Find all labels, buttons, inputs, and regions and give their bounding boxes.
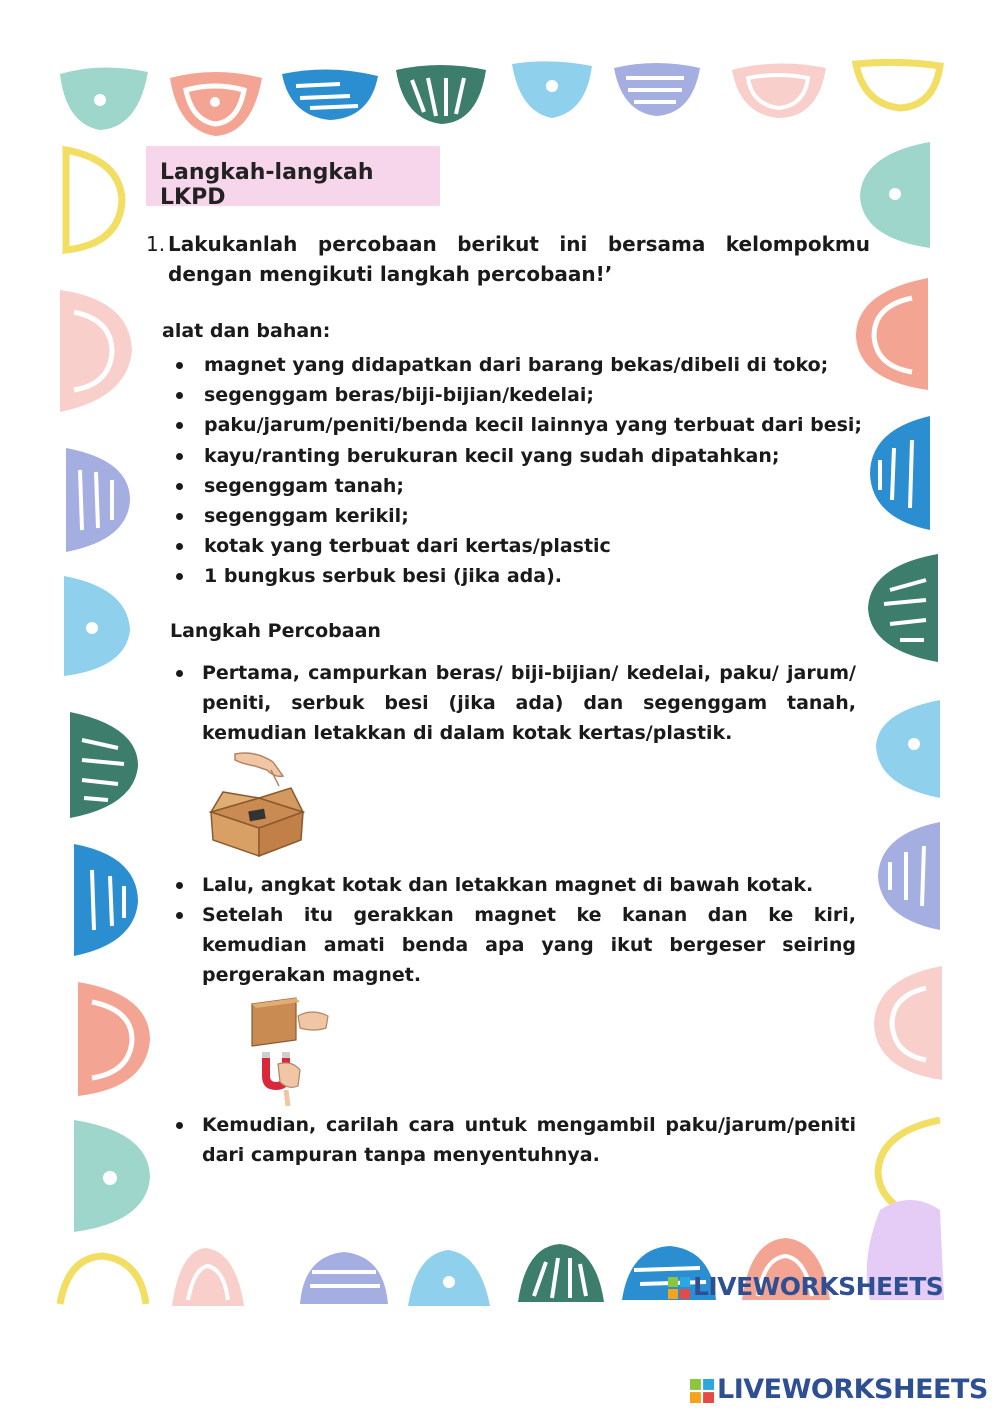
instruction-1	[146, 229, 870, 289]
instruction-number: 1.	[146, 232, 166, 256]
materials-list	[172, 350, 872, 592]
deco-shape-teal-right	[868, 554, 938, 662]
liveworksheets-logo-inner	[668, 1272, 943, 1301]
list-item: segenggam kerikil;	[172, 501, 872, 531]
deco-shape-yellow-left	[66, 150, 122, 250]
deco-shape-blush-bottom	[172, 1248, 244, 1306]
list-item: magnet yang didapatkan dari barang bekas/dibeli di toko;	[172, 350, 872, 380]
list-item: kotak yang terbuat dari kertas/plastic	[172, 531, 872, 561]
list-item: paku/jarum/peniti/benda kecil lainnya yang terbuat dari besi;	[172, 410, 872, 440]
deco-shape-lavender-bottom	[300, 1252, 388, 1304]
liveworksheets-logo-text: LIVEWORKSHEETS	[693, 1272, 944, 1301]
deco-shape-blush-right	[874, 966, 942, 1080]
liveworksheets-logo-icon	[690, 1379, 714, 1403]
deco-shape-blue-top	[282, 69, 378, 120]
instruction-text: Lakukanlah percobaan berikut ini bersama kelompokmu dengan mengikuti langkah percobaan!’	[168, 232, 870, 286]
list-item: 1 bungkus serbuk besi (jika ada).	[172, 561, 872, 591]
procedure-step-1: Pertama, campurkan beras/ biji-bijian/ kedelai, paku/ jarum/ peniti, serbuk besi (jika ada) dan segenggam tanah, kemudian letakkan di dalam kotak kertas/plastik.	[172, 658, 856, 748]
liveworksheets-logo-outer	[690, 1374, 988, 1405]
deco-shape-teal-top	[396, 65, 486, 124]
deco-shape-sky-right	[876, 700, 940, 798]
procedure-step-3: Setelah itu gerakkan magnet ke kanan dan ke kiri, kemudian amati benda apa yang ikut bergeser seiring pergerakan magnet.	[172, 900, 856, 990]
deco-shape-blush-left	[60, 290, 132, 412]
list-item: segenggam tanah;	[172, 471, 872, 501]
deco-shape-teal-bottom	[518, 1244, 604, 1302]
liveworksheets-logo-text: LIVEWORKSHEETS	[717, 1374, 988, 1405]
procedure-step-2: Lalu, angkat kotak dan letakkan magnet di bawah kotak.	[172, 870, 856, 900]
list-item: kayu/ranting berukuran kecil yang sudah dipatahkan;	[172, 441, 872, 471]
deco-shape-teal-left	[70, 712, 138, 818]
box-magnet-illustration	[248, 994, 332, 1108]
deco-shape-blue-left	[74, 844, 138, 956]
deco-shape-lavender-right	[878, 822, 940, 930]
liveworksheets-logo-icon	[668, 1277, 690, 1299]
deco-shape-yellow-top	[856, 62, 940, 108]
materials-label: alat dan bahan:	[162, 320, 331, 342]
title-box	[146, 146, 440, 210]
procedure-step-4: Kemudian, carilah cara untuk mengambil paku/jarum/peniti dari campuran tanpa menyentuhnya.	[172, 1110, 856, 1170]
deco-shape-salmon-left	[78, 982, 150, 1096]
procedure-label: Langkah Percobaan	[170, 620, 381, 642]
deco-shape-yellow-bottom	[60, 1256, 146, 1304]
page-title: Langkah-langkah LKPD	[160, 160, 374, 210]
list-item: segenggam beras/biji-bijian/kedelai;	[172, 380, 872, 410]
box-hand-illustration	[205, 748, 315, 860]
